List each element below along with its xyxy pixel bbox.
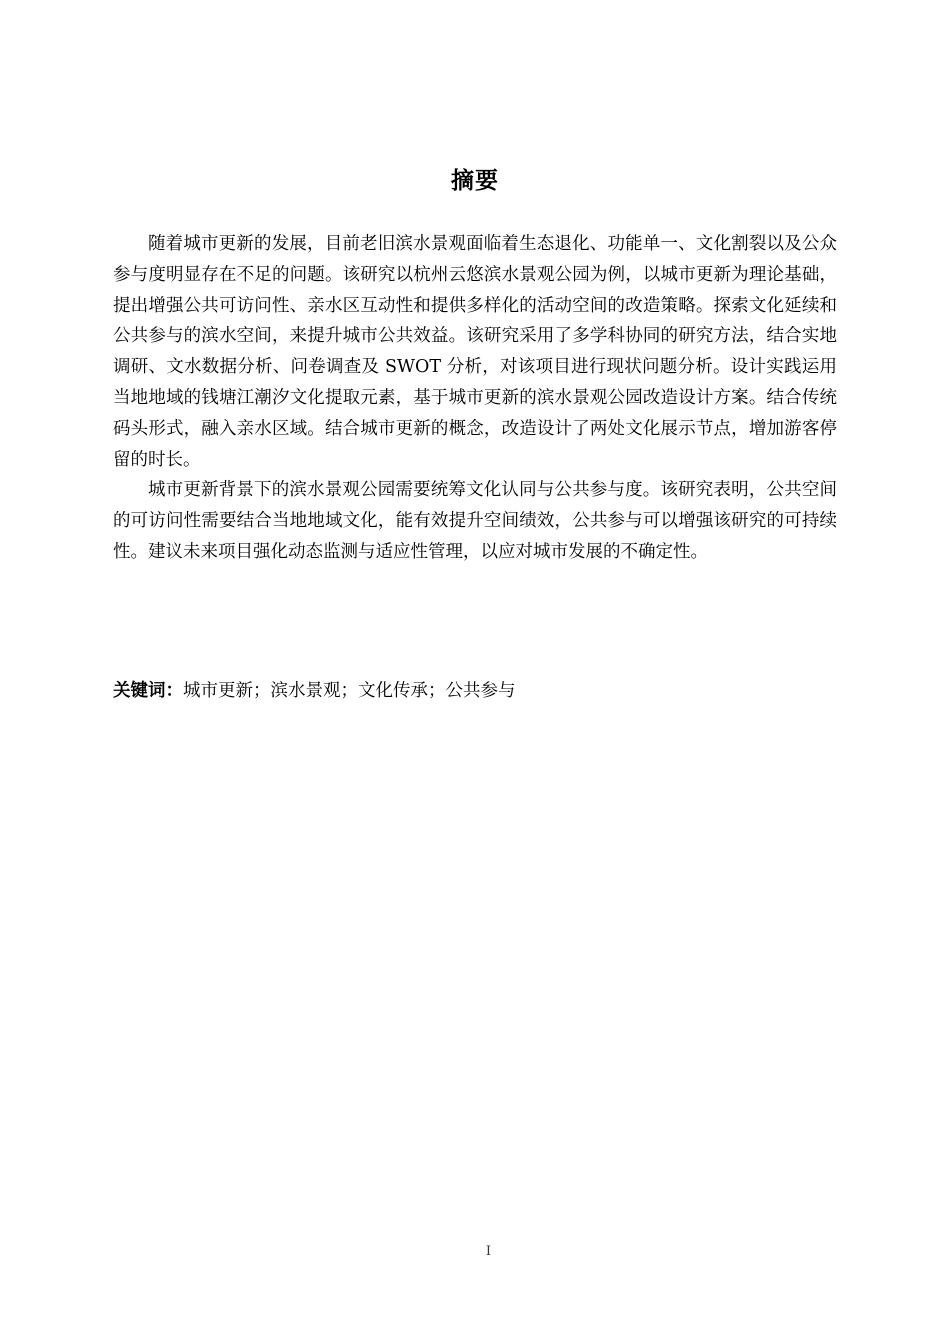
keywords-text: 城市更新；滨水景观；文化传承；公共参与 <box>183 681 516 701</box>
abstract-body <box>113 229 837 568</box>
keywords-label: 关键词： <box>113 681 183 701</box>
abstract-title: 摘要 <box>451 168 499 194</box>
page-number: I <box>485 1244 492 1259</box>
abstract-paragraph-2: 城市更新背景下的滨水景观公园需要统筹文化认同与公共参与度。该研究表明，公共空间的可访问性需要结合当地地域文化，能有效提升空间绩效，公共参与可以增强该研究的可持续性。建议未来项目强化动态监测与适应性管理，以应对城市发展的不确定性。 <box>113 480 837 562</box>
keywords-line <box>113 676 837 706</box>
abstract-paragraph-1: 随着城市更新的发展，目前老旧滨水景观面临着生态退化、功能单一、文化割裂以及公众参与度明显存在不足的问题。该研究以杭州云悠滨水景观公园为例，以城市更新为理论基础，提出增强公共可访问性、亲水区互动性和提供多样化的活动空间的改造策略。探索文化延续和公共参与的滨水空间，来提升城市公共效益。该研究采用了多学科协同的研究方法，结合实地调研、文水数据分析、问卷调查及 SWOT 分析，对该项目进行现状问题分析。设计实践运用当地地域的钱塘江潮汐文化提取元素，基于城市更新的滨水景观公园改造设计方案。结合传统码头形式，融入亲水区域。结合城市更新的概念，改造设计了两处文化展示节点，增加游客停留的时长。 <box>113 234 837 470</box>
